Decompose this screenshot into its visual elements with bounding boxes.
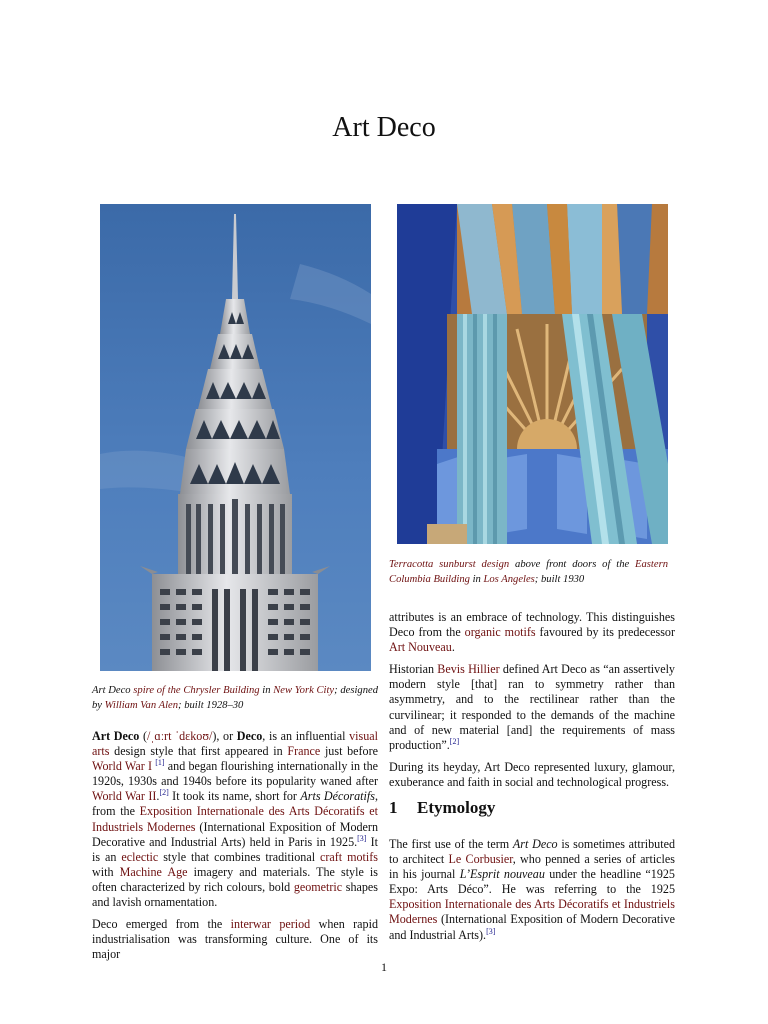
eastern-columbia-caption xyxy=(389,557,668,587)
text-run: above front doors of the xyxy=(509,559,636,570)
text-run: defined Art Deco as “an assertively modern style [that] ran to symmetry rather than asymmetry, and to the rectilinear rather than the curvilinear; it responded to the demands of the machine and of new material [and] the requirements of mass production”. xyxy=(389,662,675,752)
inline-link[interactable]: Exposition Internationale des Arts Décoratifs et Industriels Modernes xyxy=(92,804,378,834)
text-run: , is an influential xyxy=(262,729,350,743)
text-run: Deco emerged from the xyxy=(92,917,231,932)
text-run: Art Deco xyxy=(92,685,134,696)
text-run: favoured by its predecessor xyxy=(535,625,675,640)
inline-link[interactable]: Exposition Internationale des Arts Décoratifs et Industriels Modernes xyxy=(389,897,675,927)
text-run: During its heyday, Art Deco represented luxury, glamour, exuberance and faith in social and technological progress. xyxy=(389,759,675,789)
text-run: and began flourishing internationally in the 1920s, 1930s and 1940s before its popularity waned after xyxy=(92,759,378,789)
right-column-text xyxy=(389,610,675,797)
chrysler-caption xyxy=(92,683,378,713)
text-run: ), or xyxy=(212,729,237,743)
inline-link[interactable]: Le Corbusier xyxy=(448,852,513,867)
text-run: in xyxy=(469,574,484,585)
text-run: with xyxy=(92,864,120,879)
citation-link[interactable]: [3] xyxy=(486,926,496,936)
paragraph xyxy=(389,837,675,943)
citation-link[interactable]: [1] xyxy=(155,758,165,768)
text-run: design style that first appeared in xyxy=(109,744,288,759)
inline-link[interactable]: Bevis Hillier xyxy=(437,662,500,677)
section-number: 1 xyxy=(389,798,398,817)
text-run: Deco xyxy=(236,729,263,743)
inline-link[interactable]: organic motifs xyxy=(464,625,536,640)
text-run: , who penned a series of articles in his journal xyxy=(389,852,675,882)
text-run: . xyxy=(451,640,455,655)
inline-link[interactable]: visual arts xyxy=(92,729,378,759)
text-run: L’Esprit nouveau xyxy=(459,867,545,882)
text-run: ; built 1928–30 xyxy=(178,700,244,711)
paragraph xyxy=(92,729,378,910)
text-run: It took its name, short for xyxy=(168,789,301,804)
text-run: It is an xyxy=(92,834,378,864)
text-run: in xyxy=(259,685,274,696)
text-run: ; built 1930 xyxy=(534,574,585,585)
text-run: is sometimes attributed to architect xyxy=(389,837,675,867)
text-run: just before xyxy=(320,744,378,759)
text-run: , from the xyxy=(92,789,379,819)
text-run: imagery and materials. The style is often characterized by rich colours, bold xyxy=(92,864,378,894)
text-run: Art Deco xyxy=(92,729,140,743)
intro-text xyxy=(92,729,378,969)
text-run: Art Deco xyxy=(512,837,558,851)
text-run: ; designed by xyxy=(92,685,379,711)
inline-link[interactable]: craft motifs xyxy=(320,849,378,864)
citation-link[interactable]: [2] xyxy=(159,788,169,798)
citation-link[interactable]: [2] xyxy=(449,736,460,746)
inline-link[interactable]: Eastern Columbia Building xyxy=(389,559,668,585)
inline-link[interactable]: geometric xyxy=(293,879,343,894)
inline-link[interactable]: World War II xyxy=(92,789,157,804)
inline-link[interactable]: /ˌɑːrt ˈdɛkoʊ/ xyxy=(146,729,213,743)
inline-link[interactable]: New York City xyxy=(273,685,335,696)
eastern-columbia-photo xyxy=(397,204,668,544)
paragraph xyxy=(389,662,675,753)
inline-link[interactable]: Art Nouveau xyxy=(389,640,452,655)
chrysler-building-photo xyxy=(100,204,371,671)
inline-link[interactable]: Terracotta sunburst design xyxy=(389,559,510,570)
inline-link[interactable]: eclectic xyxy=(121,849,159,864)
text-run: ( xyxy=(139,729,147,743)
page-number: 1 xyxy=(381,960,387,974)
inline-link[interactable]: spire of the Chrysler Building xyxy=(133,685,260,696)
citation-link[interactable]: [3] xyxy=(357,833,367,843)
text-run: shapes and lavish ornamentation. xyxy=(92,879,378,910)
text-run: (International Exposition of Modern Decorative and Industrial Arts). xyxy=(389,912,675,942)
page-title: Art Deco xyxy=(332,112,436,143)
etymology-text xyxy=(389,837,675,950)
text-run: when rapid industrialisation was transforming culture. One of its major xyxy=(92,917,379,962)
section-title: Etymology xyxy=(417,798,496,817)
text-run: (International Exposition of Modern Decorative and Industrial Arts) held in Paris in 1925. xyxy=(92,819,378,849)
text-run: under the headline “1925 Expo: Arts Déco”. He was referring to the 1925 xyxy=(389,867,675,897)
text-run: style that combines traditional xyxy=(158,849,320,864)
text-run: Historian xyxy=(389,662,438,677)
text-run: . xyxy=(156,789,160,804)
inline-link[interactable]: interwar period xyxy=(230,917,311,932)
section-heading-etymology xyxy=(389,798,495,818)
paragraph xyxy=(389,610,675,655)
inline-link[interactable]: France xyxy=(287,744,321,759)
inline-link[interactable]: World War I xyxy=(92,759,153,774)
text-run: attributes is an embrace of technology. This distinguishes Deco from the xyxy=(389,610,675,640)
paragraph xyxy=(389,760,675,790)
inline-link[interactable]: Los Angeles xyxy=(483,574,535,585)
text-run: The first use of the term xyxy=(389,837,513,851)
inline-link[interactable]: Machine Age xyxy=(119,864,188,879)
text-run: Arts Décoratifs xyxy=(300,789,375,804)
paragraph xyxy=(92,917,378,962)
inline-link[interactable]: William Van Alen xyxy=(104,700,179,711)
